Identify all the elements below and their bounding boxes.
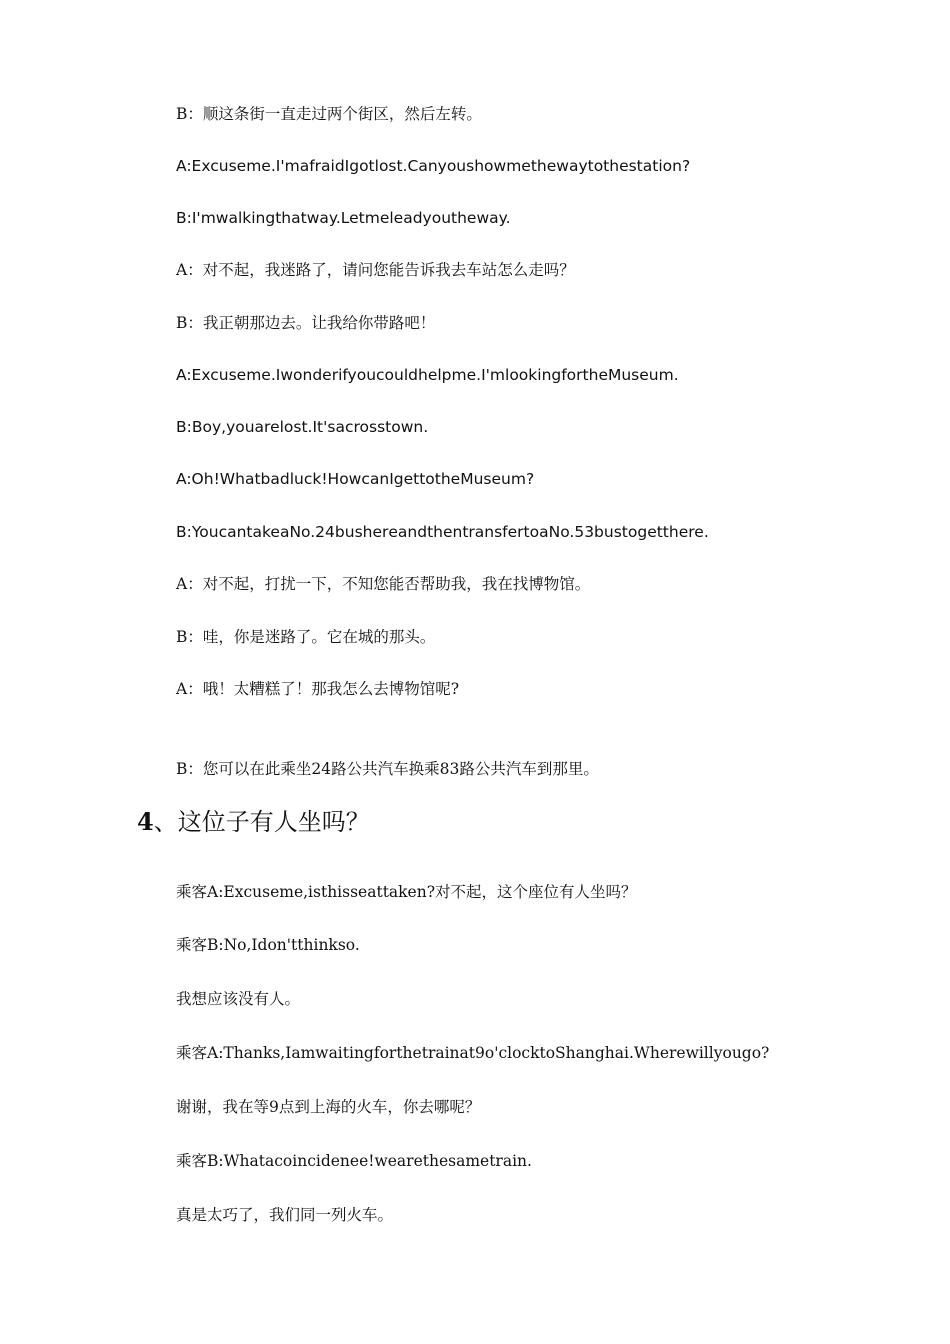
dialogue-line: A:Excuseme.Iwonderifyoucouldhelpme.I'mlookingfortheMuseum. [176, 366, 679, 384]
dialogue-line: B:Boy,youarelost.It'sacrosstown. [176, 418, 429, 436]
dialogue-line: A：对不起，我迷路了，请问您能告诉我去车站怎么走吗？ [176, 261, 575, 279]
dialogue-line: B：您可以在此乘坐24路公共汽车换乘83路公共汽车到那里。 [176, 760, 599, 778]
dialogue-line: 谢谢，我在等9点到上海的火车，你去哪呢？ [176, 1098, 481, 1116]
dialogue-line: A:Oh!Whatbadluck!HowcanIgettotheMuseum? [176, 470, 535, 488]
dialogue-line: A：对不起，打扰一下，不知您能否帮助我，我在找博物馆。 [176, 575, 591, 593]
dialogue-line: B：我正朝那边去。让我给你带路吧！ [176, 314, 436, 332]
dialogue-line: 乘客A:Excuseme,isthisseattaken?对不起，这个座位有人坐吗？ [176, 883, 637, 901]
dialogue-line: A：哦！太糟糕了！那我怎么去博物馆呢? [176, 680, 460, 698]
section-title: 、这位子有人坐吗？ [153, 808, 370, 836]
dialogue-line: B:I'mwalkingthatway.Letmeleadyoutheway. [176, 209, 511, 227]
section-heading [137, 806, 370, 838]
dialogue-line: A:Excuseme.I'mafraidIgotlost.Canyoushowmethewaytothestation? [176, 157, 691, 175]
section-number: 4 [137, 807, 154, 836]
dialogue-line: B:YoucantakeaNo.24busherеandthentransfertoaNo.53bustogetthere. [176, 523, 709, 541]
dialogue-line: 我想应该没有人。 [176, 990, 301, 1008]
dialogue-line: 乘客B:No,Idon'tthinkso. [176, 936, 360, 954]
dialogue-line: B：顺这条街一直走过两个街区，然后左转。 [176, 105, 482, 123]
dialogue-line: 乘客B:Whatacoincidenee!wearethesametrain. [176, 1152, 532, 1170]
dialogue-line: B：哇，你是迷路了。它在城的那头。 [176, 628, 436, 646]
dialogue-line: 乘客A:Thanks,Iamwaitingforthetrainat9o'clocktoShanghai.Wherewillyougo? [176, 1044, 770, 1062]
dialogue-line: 真是太巧了，我们同一列火车。 [176, 1206, 394, 1224]
